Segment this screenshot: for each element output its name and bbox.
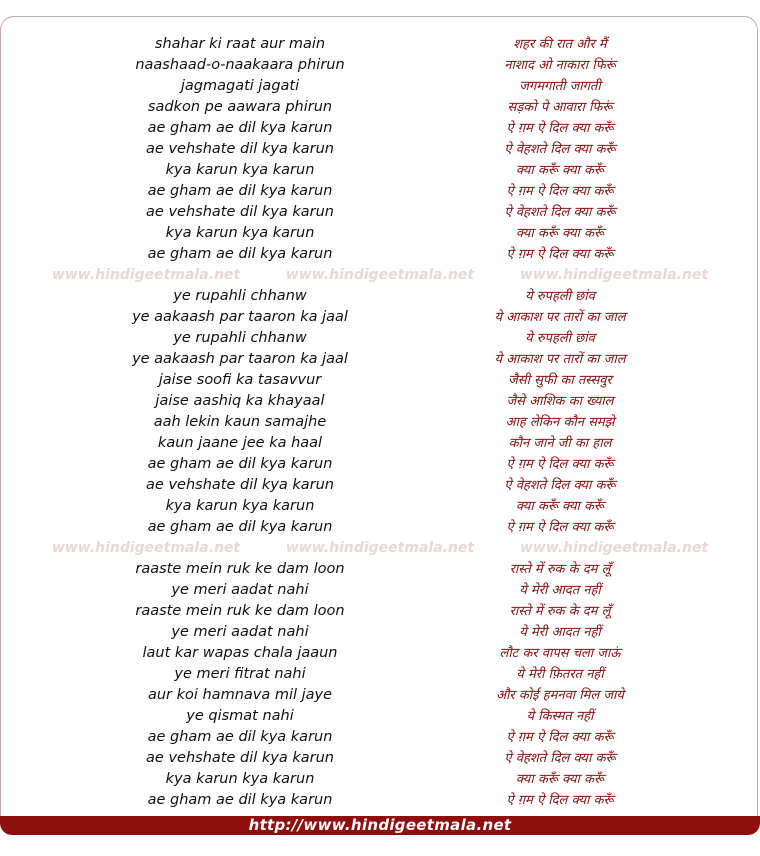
lyric-hindi: ऐ वेहशते दिल क्या करूँ bbox=[504, 751, 616, 766]
lyric-roman: ye qismat nahi bbox=[186, 708, 294, 724]
lyric-line bbox=[0, 370, 760, 391]
lyric-line bbox=[0, 601, 760, 622]
lyric-roman: ye aakaash par taaron ka jaal bbox=[132, 351, 348, 367]
lyric-line bbox=[0, 748, 760, 769]
lyric-roman: jaise aashiq ka khayaal bbox=[155, 393, 325, 409]
lyric-hindi: ये किस्मत नहीं bbox=[526, 709, 594, 724]
lyric-line bbox=[0, 580, 760, 601]
lyric-hindi: ये मेरी फ़ितरत नहीं bbox=[516, 667, 604, 682]
lyric-roman: kya karun kya karun bbox=[165, 771, 315, 787]
lyric-line bbox=[0, 769, 760, 790]
lyric-hindi: रास्ते में रुक के दम लूँ bbox=[509, 604, 611, 619]
lyric-line bbox=[0, 433, 760, 454]
lyric-hindi: ऐ ग़म ऐ दिल क्या करूँ bbox=[506, 457, 614, 472]
lyric-line bbox=[0, 685, 760, 706]
lyric-hindi: ऐ ग़म ऐ दिल क्या करूँ bbox=[506, 730, 614, 745]
lyric-hindi: क्या करूँ क्या करूँ bbox=[515, 772, 605, 787]
lyric-line bbox=[0, 328, 760, 349]
lyric-line bbox=[0, 727, 760, 748]
lyric-line bbox=[0, 496, 760, 517]
lyric-hindi: सड़को पे आवारा फिरूं bbox=[507, 100, 613, 115]
lyric-roman: ae gham ae dil kya karun bbox=[147, 519, 333, 535]
lyric-roman: ae gham ae dil kya karun bbox=[147, 792, 333, 808]
lyric-hindi: ये आकाश पर तारों का जाल bbox=[494, 352, 626, 367]
watermark-row bbox=[0, 265, 760, 286]
watermark-text: www.hindigeetmala.net bbox=[51, 267, 241, 283]
lyric-roman: ye meri aadat nahi bbox=[171, 624, 309, 640]
lyric-hindi: नाशाद ओ नाकारा फिरूं bbox=[504, 58, 616, 73]
lyric-line bbox=[0, 790, 760, 811]
lyric-roman: ae gham ae dil kya karun bbox=[147, 246, 333, 262]
lyric-line bbox=[0, 139, 760, 160]
footer-bar bbox=[0, 816, 760, 835]
lyric-roman: ye rupahli chhanw bbox=[173, 288, 307, 304]
lyric-hindi: ऐ वेहशते दिल क्या करूँ bbox=[504, 478, 616, 493]
lyric-roman: raaste mein ruk ke dam loon bbox=[135, 561, 345, 577]
lyric-line bbox=[0, 202, 760, 223]
lyric-line bbox=[0, 517, 760, 538]
lyric-hindi: आह लेकिन कौन समझे bbox=[505, 415, 615, 430]
watermark-text: www.hindigeetmala.net bbox=[285, 267, 475, 283]
lyric-hindi: ऐ ग़म ऐ दिल क्या करूँ bbox=[506, 121, 614, 136]
lyric-line bbox=[0, 118, 760, 139]
lyric-roman: ae gham ae dil kya karun bbox=[147, 456, 333, 472]
watermark-text: www.hindigeetmala.net bbox=[285, 540, 475, 556]
lyric-line bbox=[0, 286, 760, 307]
lyric-roman: naashaad-o-naakaara phirun bbox=[135, 57, 345, 73]
lyric-roman: aur koi hamnava mil jaye bbox=[147, 687, 333, 703]
lyric-line bbox=[0, 391, 760, 412]
lyric-hindi: ये रुपहली छांव bbox=[525, 331, 595, 346]
lyric-hindi: रास्ते में रुक के दम लूँ bbox=[509, 562, 611, 577]
lyric-hindi: क्या करूँ क्या करूँ bbox=[515, 499, 605, 514]
lyric-roman: kya karun kya karun bbox=[165, 498, 315, 514]
watermark-text: www.hindigeetmala.net bbox=[519, 540, 709, 556]
lyric-roman: ye aakaash par taaron ka jaal bbox=[132, 309, 348, 325]
lyric-line bbox=[0, 622, 760, 643]
lyric-roman: laut kar wapas chala jaaun bbox=[142, 645, 338, 661]
lyric-line bbox=[0, 559, 760, 580]
lyric-hindi: ऐ ग़म ऐ दिल क्या करूँ bbox=[506, 247, 614, 262]
lyric-hindi: जैसे आशिक का ख्याल bbox=[506, 394, 614, 409]
lyric-hindi: क्या करूँ क्या करूँ bbox=[515, 163, 605, 178]
lyric-roman: jaise soofi ka tasavvur bbox=[158, 372, 322, 388]
lyric-roman: ae gham ae dil kya karun bbox=[147, 729, 333, 745]
lyric-line bbox=[0, 664, 760, 685]
lyric-hindi: और कोई हमनवा मिल जाये bbox=[496, 688, 624, 703]
lyric-hindi: ऐ वेहशते दिल क्या करूँ bbox=[504, 142, 616, 157]
lyric-line bbox=[0, 181, 760, 202]
lyric-line bbox=[0, 244, 760, 265]
lyric-line bbox=[0, 412, 760, 433]
lyric-line bbox=[0, 55, 760, 76]
lyric-roman: ae vehshate dil kya karun bbox=[146, 750, 334, 766]
lyric-roman: raaste mein ruk ke dam loon bbox=[135, 603, 345, 619]
lyric-hindi: जगमगाती जागती bbox=[519, 79, 601, 94]
lyric-line bbox=[0, 76, 760, 97]
lyric-roman: ae vehshate dil kya karun bbox=[146, 204, 334, 220]
lyric-line bbox=[0, 97, 760, 118]
lyric-line bbox=[0, 223, 760, 244]
lyric-hindi: ऐ ग़म ऐ दिल क्या करूँ bbox=[506, 184, 614, 199]
lyric-hindi: जैसी सुफी का तस्सवुर bbox=[508, 373, 612, 388]
lyric-line bbox=[0, 475, 760, 496]
lyric-line bbox=[0, 706, 760, 727]
lyric-line bbox=[0, 454, 760, 475]
lyric-line bbox=[0, 34, 760, 55]
lyric-roman: ye meri aadat nahi bbox=[171, 582, 309, 598]
lyric-roman: kaun jaane jee ka haal bbox=[157, 435, 323, 451]
lyric-roman: jagmagati jagati bbox=[180, 78, 300, 94]
lyric-hindi: ये मेरी आदत नहीं bbox=[519, 625, 601, 640]
lyric-hindi: शहर की रात और मैं bbox=[513, 37, 607, 52]
lyric-hindi: ये मेरी आदत नहीं bbox=[519, 583, 601, 598]
lyric-hindi: लौट कर वापस चला जाऊं bbox=[499, 646, 621, 661]
lyric-hindi: कौन जाने जी का हाल bbox=[508, 436, 612, 451]
lyric-roman: ae vehshate dil kya karun bbox=[146, 141, 334, 157]
footer-url[interactable]: http://www.hindigeetmala.net bbox=[248, 816, 512, 834]
lyric-roman: ae gham ae dil kya karun bbox=[147, 120, 333, 136]
lyric-hindi: ये आकाश पर तारों का जाल bbox=[494, 310, 626, 325]
lyric-line bbox=[0, 307, 760, 328]
lyric-hindi: ऐ ग़म ऐ दिल क्या करूँ bbox=[506, 793, 614, 808]
watermark-text: www.hindigeetmala.net bbox=[519, 267, 709, 283]
lyric-line bbox=[0, 643, 760, 664]
lyric-roman: ae gham ae dil kya karun bbox=[147, 183, 333, 199]
lyric-roman: sadkon pe aawara phirun bbox=[147, 99, 333, 115]
lyric-hindi: ऐ वेहशते दिल क्या करूँ bbox=[504, 205, 616, 220]
lyric-roman: aah lekin kaun samajhe bbox=[153, 414, 327, 430]
lyric-roman: ae vehshate dil kya karun bbox=[146, 477, 334, 493]
watermark-row bbox=[0, 538, 760, 559]
lyric-hindi: ऐ ग़म ऐ दिल क्या करूँ bbox=[506, 520, 614, 535]
lyric-hindi: ये रुपहली छांव bbox=[525, 289, 595, 304]
lyric-roman: kya karun kya karun bbox=[165, 162, 315, 178]
lyric-line bbox=[0, 349, 760, 370]
lyric-roman: kya karun kya karun bbox=[165, 225, 315, 241]
watermark-text: www.hindigeetmala.net bbox=[51, 540, 241, 556]
lyric-roman: ye rupahli chhanw bbox=[173, 330, 307, 346]
lyric-line bbox=[0, 160, 760, 181]
lyric-roman: ye meri fitrat nahi bbox=[174, 666, 306, 682]
lyric-roman: shahar ki raat aur main bbox=[154, 36, 326, 52]
lyric-hindi: क्या करूँ क्या करूँ bbox=[515, 226, 605, 241]
